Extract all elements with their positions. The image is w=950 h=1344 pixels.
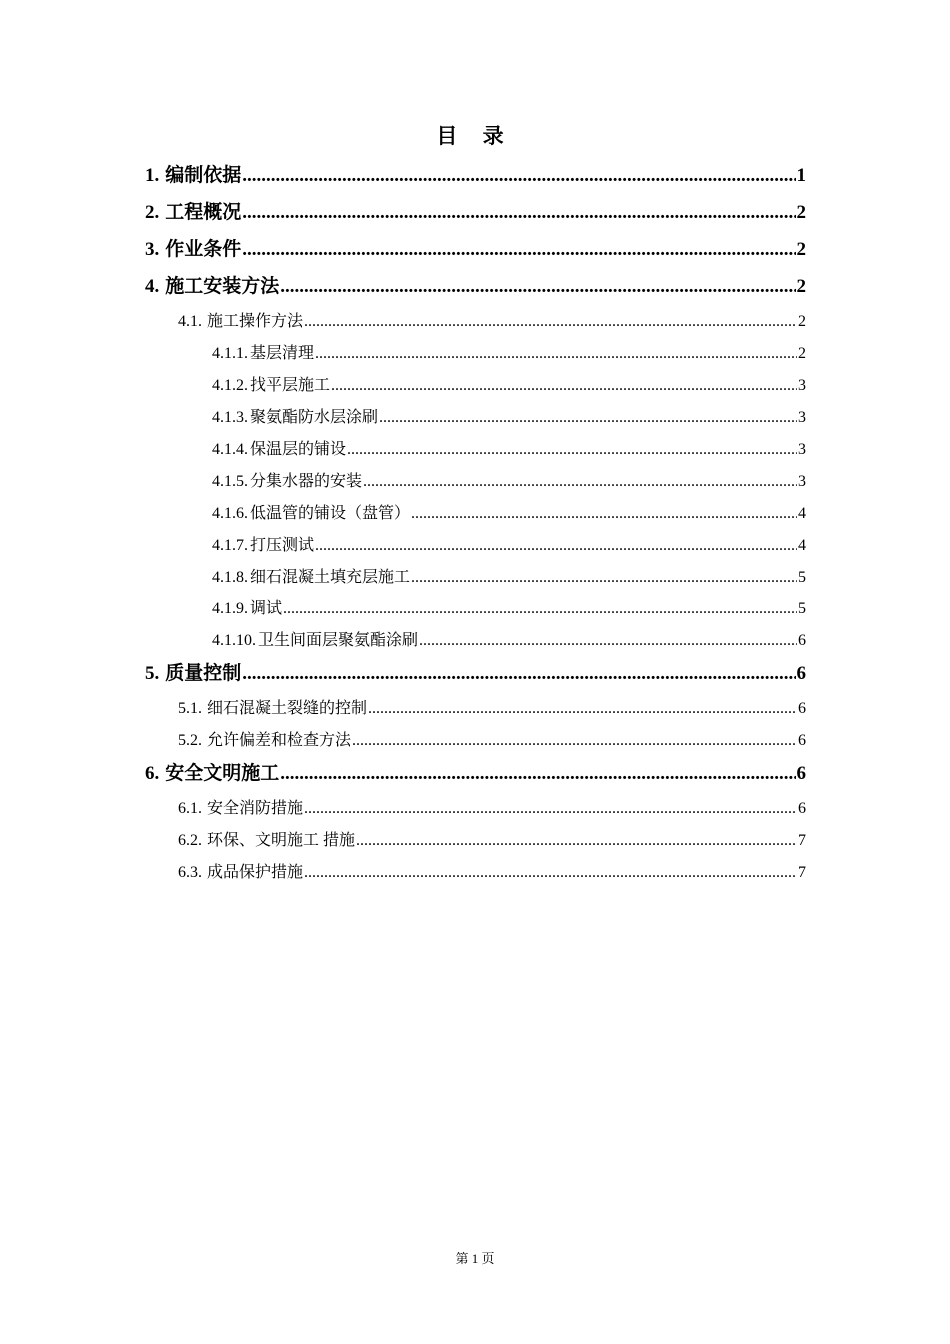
toc-entry-page: 6 <box>798 732 806 749</box>
toc-entry-title: 细石混凝土裂缝的控制 <box>207 700 368 717</box>
toc-entry-page: 1 <box>796 165 806 186</box>
toc-entry[interactable] <box>145 197 806 224</box>
toc-entry-number: 4.1.7. <box>212 537 248 554</box>
toc-entry[interactable] <box>212 404 806 427</box>
toc-entry[interactable] <box>212 627 806 650</box>
toc-entry[interactable] <box>212 595 806 618</box>
toc-entry-title: 打压测试 <box>250 537 315 554</box>
toc-entry-page: 4 <box>798 537 806 554</box>
dot-leader <box>411 569 797 587</box>
toc-entry[interactable] <box>212 532 806 555</box>
toc-entry-number: 6. <box>145 763 160 784</box>
toc-entry-number: 4.1.9. <box>212 600 248 617</box>
toc-entry-page: 2 <box>796 276 806 297</box>
toc-entry-page: 4 <box>798 505 806 522</box>
toc-entry-title: 基层清理 <box>250 345 315 362</box>
page-footer: 第 1 页 <box>455 1251 495 1266</box>
dot-leader <box>283 600 797 618</box>
toc-entry-page: 6 <box>798 700 806 717</box>
dot-leader <box>280 276 795 298</box>
dot-leader <box>363 473 797 491</box>
toc-entry-number: 4.1.6. <box>212 505 248 522</box>
toc-entry-title: 环保、文明施工 措施 <box>207 832 356 849</box>
dot-leader <box>315 537 797 555</box>
toc-entry-page: 7 <box>798 832 806 849</box>
toc-entry-number: 5. <box>145 663 160 684</box>
toc-entry[interactable] <box>178 727 806 750</box>
toc-entry-title: 低温管的铺设（盘管） <box>250 505 411 522</box>
dot-leader <box>242 663 795 685</box>
toc-entry-title: 施工安装方法 <box>165 276 280 297</box>
dot-leader <box>356 832 797 850</box>
toc-entry-number: 5.1. <box>178 700 202 717</box>
dot-leader <box>411 505 797 523</box>
dot-leader <box>304 800 797 818</box>
dot-leader <box>352 732 797 750</box>
toc-entry[interactable] <box>212 340 806 363</box>
toc-entry-title: 成品保护措施 <box>207 864 304 881</box>
toc-entry-title: 细石混凝土填充层施工 <box>250 569 411 586</box>
toc-entry[interactable] <box>212 372 806 395</box>
dot-leader <box>331 377 797 395</box>
toc-entry-number: 4.1.4. <box>212 441 248 458</box>
toc-entry-page: 2 <box>798 313 806 330</box>
toc-entry[interactable] <box>178 827 806 850</box>
toc-entry-page: 6 <box>796 763 806 784</box>
toc-entry-title: 施工操作方法 <box>207 313 304 330</box>
toc-entry-page: 6 <box>796 663 806 684</box>
toc-entry[interactable] <box>212 500 806 523</box>
toc-entry[interactable] <box>145 160 806 187</box>
toc-entry-number: 4.1.5. <box>212 473 248 490</box>
toc-entry[interactable] <box>178 695 806 718</box>
dot-leader <box>315 345 797 363</box>
toc-entry[interactable] <box>212 468 806 491</box>
toc-entry-title: 安全消防措施 <box>207 800 304 817</box>
toc-entry-title: 调试 <box>250 600 283 617</box>
dot-leader <box>242 165 795 187</box>
toc-entry-title: 工程概况 <box>165 202 242 223</box>
toc-entry-title: 保温层的铺设 <box>250 441 347 458</box>
toc-entry-title: 编制依据 <box>165 165 242 186</box>
toc-entry[interactable] <box>145 234 806 261</box>
toc-entry-page: 6 <box>798 632 806 649</box>
toc-entry[interactable] <box>145 658 806 685</box>
toc-entry-page: 2 <box>798 345 806 362</box>
toc-entry-number: 1. <box>145 165 160 186</box>
dot-leader <box>419 632 797 650</box>
toc-entry-number: 4.1.8. <box>212 569 248 586</box>
toc-entry-title: 卫生间面层聚氨酯涂刷 <box>258 632 419 649</box>
toc-entry-number: 4.1.2. <box>212 377 248 394</box>
toc-entry-number: 4.1.10. <box>212 632 256 649</box>
dot-leader <box>368 700 797 718</box>
toc-entry[interactable] <box>178 308 806 331</box>
dot-leader <box>280 763 795 785</box>
toc-entry-page: 5 <box>798 569 806 586</box>
dot-leader <box>242 239 795 261</box>
toc-entry-title: 聚氨酯防水层涂刷 <box>250 409 379 426</box>
toc-entry[interactable] <box>212 564 806 587</box>
toc-entry-number: 6.3. <box>178 864 202 881</box>
toc-entry-page: 3 <box>798 441 806 458</box>
toc-entry[interactable] <box>178 859 806 882</box>
toc-entry-title: 质量控制 <box>165 663 242 684</box>
toc-entry-number: 6.2. <box>178 832 202 849</box>
toc-entry[interactable] <box>212 436 806 459</box>
toc-entry-page: 2 <box>796 239 806 260</box>
toc-entry-page: 6 <box>798 800 806 817</box>
toc-entry-number: 4.1. <box>178 313 202 330</box>
toc-entry[interactable] <box>178 795 806 818</box>
toc-entry-number: 4. <box>145 276 160 297</box>
toc-entry-title: 找平层施工 <box>250 377 331 394</box>
toc-entry-page: 7 <box>798 864 806 881</box>
toc-entry-page: 5 <box>798 600 806 617</box>
toc-entry-number: 2. <box>145 202 160 223</box>
toc-entry-number: 3. <box>145 239 160 260</box>
toc-entry-title: 允许偏差和检查方法 <box>207 732 352 749</box>
page-title: 目 录 <box>436 124 514 148</box>
dot-leader <box>379 409 797 427</box>
toc-entry-number: 5.2. <box>178 732 202 749</box>
dot-leader <box>242 202 795 224</box>
toc-entry-title: 作业条件 <box>165 239 242 260</box>
dot-leader <box>347 441 797 459</box>
toc-entry-title: 分集水器的安装 <box>250 473 363 490</box>
toc-entry-page: 2 <box>796 202 806 223</box>
toc-entry-page: 3 <box>798 473 806 490</box>
toc-entry-number: 4.1.3. <box>212 409 248 426</box>
toc-entry-title: 安全文明施工 <box>165 763 280 784</box>
toc-entry-number: 4.1.1. <box>212 345 248 362</box>
toc-entry-page: 3 <box>798 409 806 426</box>
toc-entry-page: 3 <box>798 377 806 394</box>
toc-entry[interactable] <box>145 758 806 785</box>
toc-entry[interactable] <box>145 271 806 298</box>
dot-leader <box>304 864 797 882</box>
dot-leader <box>304 313 797 331</box>
toc-entry-number: 6.1. <box>178 800 202 817</box>
